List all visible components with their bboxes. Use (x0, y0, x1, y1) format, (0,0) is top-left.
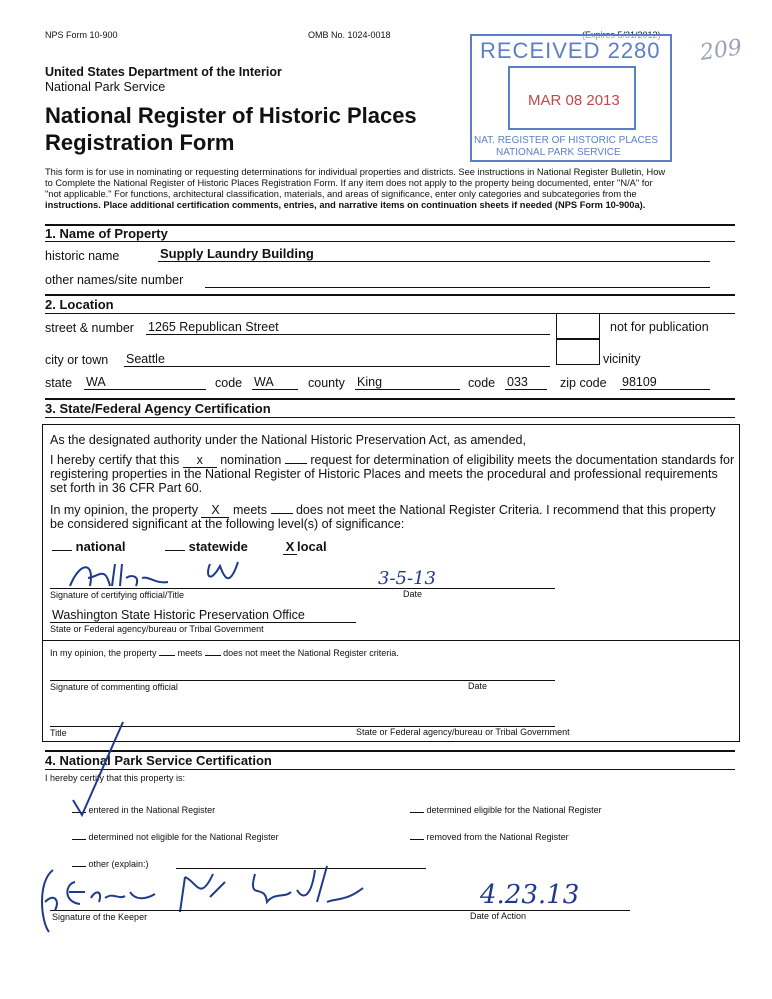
zip-field[interactable]: 98109 (620, 375, 710, 390)
vicinity-checkbox[interactable] (556, 339, 600, 365)
stamp-line2: NATIONAL PARK SERVICE (496, 147, 621, 158)
omb-number: OMB No. 1024-0018 (308, 30, 391, 40)
cert-p6: be considered significant at the following level(s) of significance: (50, 517, 405, 531)
stamp-date: MAR 08 2013 (528, 92, 620, 109)
keeper-date-label: Date of Action (470, 911, 527, 921)
state-field[interactable]: WA (84, 375, 206, 390)
form-subtitle: Registration Form (45, 130, 235, 155)
commenting-date-label: Date (468, 681, 488, 691)
department: United States Department of the Interior (45, 65, 282, 79)
street-label: street & number (45, 321, 134, 335)
office-value: Washington State Historic Preservation Office (52, 608, 305, 622)
office-label: State or Federal agency/bureau or Tribal Government (50, 624, 264, 634)
form-title: National Register of Historic Places (45, 103, 417, 128)
cert-p3: registering properties in the National Register of Historic Places and meets the procedural and professional requirements (50, 467, 718, 481)
agency2-label: State or Federal agency/bureau or Tribal Government (356, 727, 570, 737)
meets-mark[interactable]: X (201, 503, 229, 518)
title-label: Title (50, 728, 67, 738)
street-field[interactable]: 1265 Republican Street (146, 320, 550, 335)
option-det-not-eligible[interactable]: determined not eligible for the National Register (72, 832, 279, 842)
keeper-signature-label: Signature of the Keeper (52, 912, 148, 922)
option-det-eligible[interactable]: determined eligible for the National Register (410, 805, 602, 815)
historic-name-field[interactable]: Supply Laundry Building (158, 246, 710, 262)
section-2-heading: 2. Location (45, 297, 114, 312)
keeper-certify: I hereby certify that this property is: (45, 773, 186, 783)
commenting-signature-label: Signature of commenting official (50, 682, 178, 692)
opinion2: In my opinion, the property meets does not meet the National Register criteria. (50, 648, 399, 658)
handwritten-number: 209 (698, 35, 744, 66)
county-field[interactable]: King (355, 375, 460, 390)
code2-label: code (468, 376, 496, 390)
city-label: city or town (45, 353, 109, 367)
signature-label: Signature of certifying official/Title (50, 590, 185, 600)
section-1-heading: 1. Name of Property (45, 226, 168, 241)
stamp-line1: NAT. REGISTER OF HISTORIC PLACES (474, 135, 659, 146)
level-national[interactable]: national (52, 539, 125, 554)
received-stamp (470, 34, 672, 162)
option-removed[interactable]: removed from the National Register (410, 832, 569, 842)
not-for-publication-checkbox[interactable] (556, 313, 600, 339)
city-field[interactable]: Seattle (124, 352, 550, 367)
code-label: code (215, 376, 243, 390)
cert-p4: set forth in 36 CFR Part 60. (50, 481, 203, 495)
date-label: Date (403, 589, 423, 599)
not-for-publication-label: not for publication (610, 320, 709, 334)
code2-field[interactable]: 033 (505, 375, 547, 390)
other-names-label: other names/site number (45, 273, 184, 287)
keeper-signature (35, 862, 375, 937)
state-label: state (45, 376, 73, 390)
option-entered[interactable]: entered in the National Register (72, 805, 215, 815)
zip-label: zip code (560, 376, 607, 390)
section-3-heading: 3. State/Federal Agency Certification (45, 401, 271, 416)
code-field[interactable]: WA (252, 375, 298, 390)
stamp-received: RECEIVED 2280 (480, 38, 661, 63)
section-4-heading: 4. National Park Service Certification (45, 753, 272, 768)
cert-p5: In my opinion, the property X meets does not meet the National Register Criteria. I recommend that this property (50, 503, 716, 517)
historic-name-label: historic name (45, 249, 120, 263)
cert-p2: I hereby certify that this x nomination request for determination of eligibility meets the documentation standards for (50, 453, 735, 467)
form-number: NPS Form 10-900 (45, 30, 118, 40)
level-local[interactable]: X local (283, 539, 327, 555)
nomination-mark[interactable]: x (183, 453, 217, 468)
entered-checkmark (68, 720, 128, 820)
certifying-date: 3-5-13 (378, 568, 436, 589)
intro-paragraph: This form is for use in nominating or requesting determinations for individual properties and districts. See instructions in National Register Bulletin, How to Complete the National Register of Historic Places Registration Form. If any item does not apply to the property being documented, enter "N/A" for "not applicable." For functions, architectural classification, materials, and areas of significance, enter only categories and subcategories from the instructions. Place additional certification comments, entries, and narrative items on continuation sheets if needed (NPS Form 10-900a). (45, 167, 666, 210)
county-label: county (308, 376, 345, 390)
service: National Park Service (45, 80, 166, 94)
keeper-date: 4.23.13 (480, 880, 580, 910)
vicinity-label: vicinity (603, 352, 641, 366)
other-names-field[interactable] (205, 272, 710, 288)
option-other[interactable]: other (explain:) (72, 859, 149, 869)
level-statewide[interactable]: statewide (165, 539, 248, 554)
cert-p1: As the designated authority under the National Historic Preservation Act, as amended, (50, 433, 526, 447)
